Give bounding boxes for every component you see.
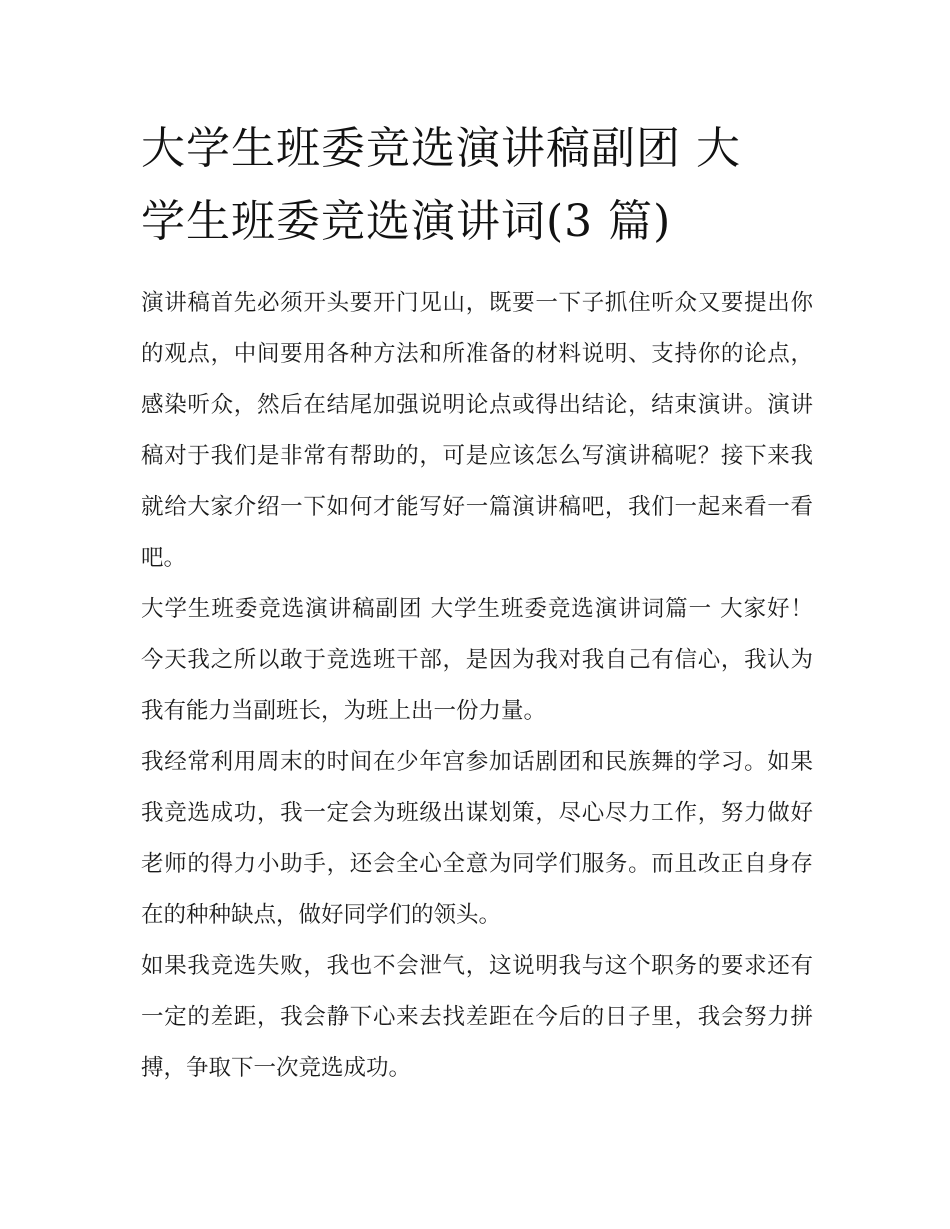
- document-title-line-2: 学生班委竞选演讲词(3 篇): [141, 196, 672, 247]
- paragraph-greeting: 大学生班委竞选演讲稿副团 大学生班委竞选演讲词篇一 大家好！ 今天我之所以敢于竞选班干部，是因为我对我自己有信心，我认为我有能力当副班长，为班上出一份力量。: [141, 596, 813, 724]
- paragraph-closing: 如果我竞选失败，我也不会泄气，这说明我与这个职务的要求还有一定的差距，我会静下心来去找差距在今后的日子里，我会努力拼搏，争取下一次竞选成功。: [141, 953, 813, 1081]
- paragraph-intro: 演讲稿首先必须开头要开门见山，既要一下子抓住听众又要提出你的观点，中间要用各种方法和所准备的材料说明、支持你的论点，感染听众，然后在结尾加强说明论点或得出结论，结束演讲。演讲稿对于我们是非常有帮助的，可是应该怎么写演讲稿呢？接下来我就给大家介绍一下如何才能写好一篇演讲稿吧，我们一起来看一看吧。: [141, 290, 813, 571]
- paragraph-commitment: 我经常利用周末的时间在少年宫参加话剧团和民族舞的学习。如果我竞选成功，我一定会为班级出谋划策，尽心尽力工作，努力做好老师的得力小助手，还会全心全意为同学们服务。而且改正自身存在的种种缺点，做好同学们的领头。: [141, 749, 813, 928]
- document-content: [141, 112, 813, 1094]
- document-title: [141, 112, 813, 258]
- document-title-line-1: 大学生班委竞选演讲稿副团 大: [141, 123, 741, 174]
- document-body: [141, 278, 813, 1094]
